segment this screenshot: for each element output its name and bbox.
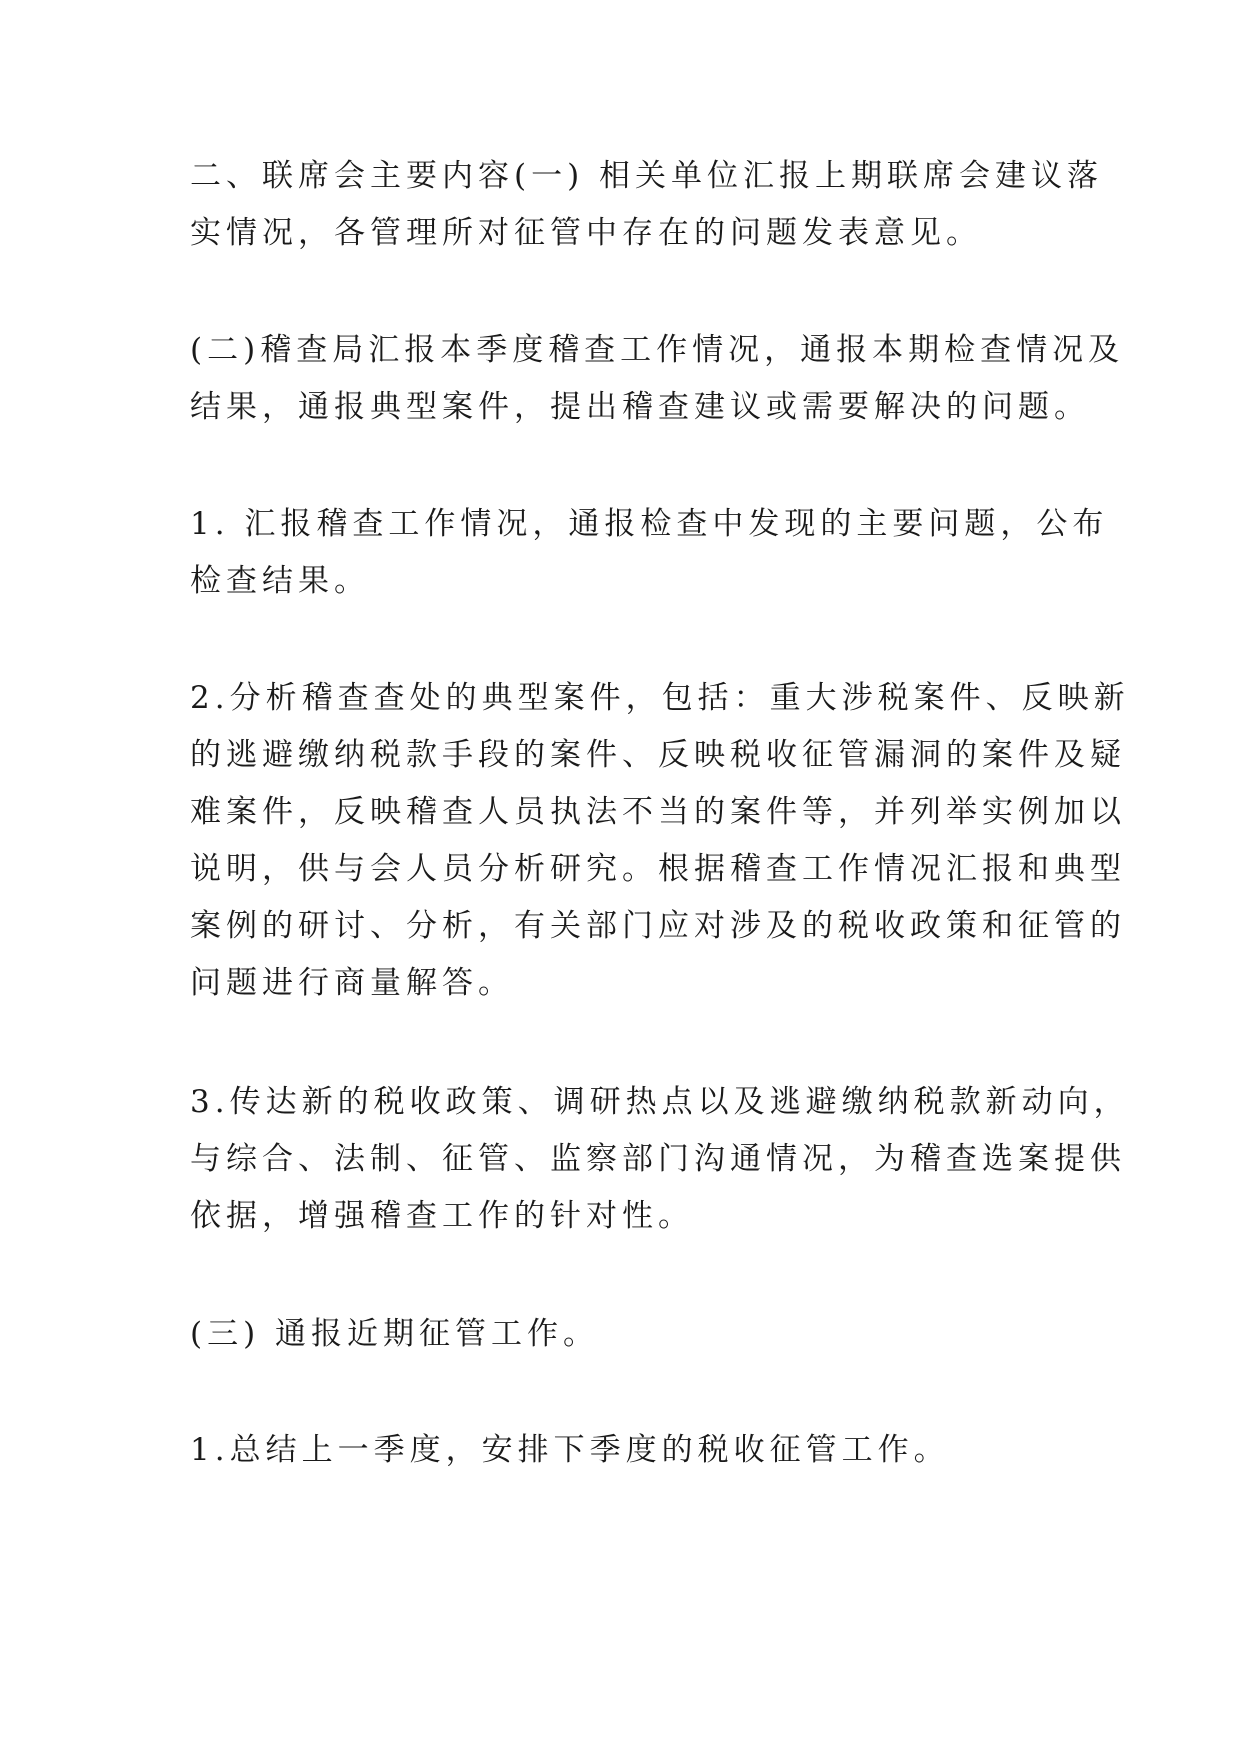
text-line: 问题进行商量解答。 bbox=[190, 965, 514, 1001]
paragraph-section-3-item-1 bbox=[190, 1422, 1070, 1479]
text-line: 二、联席会主要内容(一) 相关单位汇报上期联席会建议落 bbox=[190, 158, 1104, 194]
text-line: 实情况，各管理所对征管中存在的问题发表意见。 bbox=[190, 215, 982, 251]
paragraph-section-3 bbox=[190, 1306, 1070, 1363]
text-line: 与综合、法制、征管、监察部门沟通情况，为稽查选案提供 bbox=[190, 1141, 1126, 1177]
text-line: 说明，供与会人员分析研究。根据稽查工作情况汇报和典型 bbox=[190, 851, 1126, 887]
text-line: 案例的研讨、分析，有关部门应对涉及的税收政策和征管的 bbox=[190, 908, 1126, 944]
text-line: 2.分析稽查查处的典型案件，包括：重大涉税案件、反映新 bbox=[190, 680, 1130, 716]
paragraph-meeting-content bbox=[190, 148, 1104, 262]
text-line: 1.总结上一季度，安排下季度的税收征管工作。 bbox=[190, 1432, 950, 1468]
text-line: 依据，增强稽查工作的针对性。 bbox=[190, 1198, 694, 1234]
paragraph-item-2 bbox=[190, 670, 1130, 1012]
text-line: (二)稽查局汇报本季度稽查工作情况，通报本期检查情况及 bbox=[190, 332, 1125, 368]
text-line: 3.传达新的税收政策、调研热点以及逃避缴纳税款新动向， bbox=[190, 1084, 1130, 1120]
text-line: 难案件，反映稽查人员执法不当的案件等，并列举实例加以 bbox=[190, 794, 1126, 830]
text-line: (三) 通报近期征管工作。 bbox=[190, 1316, 600, 1352]
text-line: 结果，通报典型案件，提出稽查建议或需要解决的问题。 bbox=[190, 389, 1090, 425]
paragraph-item-1 bbox=[190, 496, 1109, 610]
text-line: 的逃避缴纳税款手段的案件、反映税收征管漏洞的案件及疑 bbox=[190, 737, 1126, 773]
paragraph-item-3 bbox=[190, 1074, 1130, 1245]
text-line: 检查结果。 bbox=[190, 563, 370, 599]
text-line: 1. 汇报稽查工作情况，通报检查中发现的主要问题，公布 bbox=[190, 506, 1109, 542]
paragraph-audit-report bbox=[190, 322, 1125, 436]
